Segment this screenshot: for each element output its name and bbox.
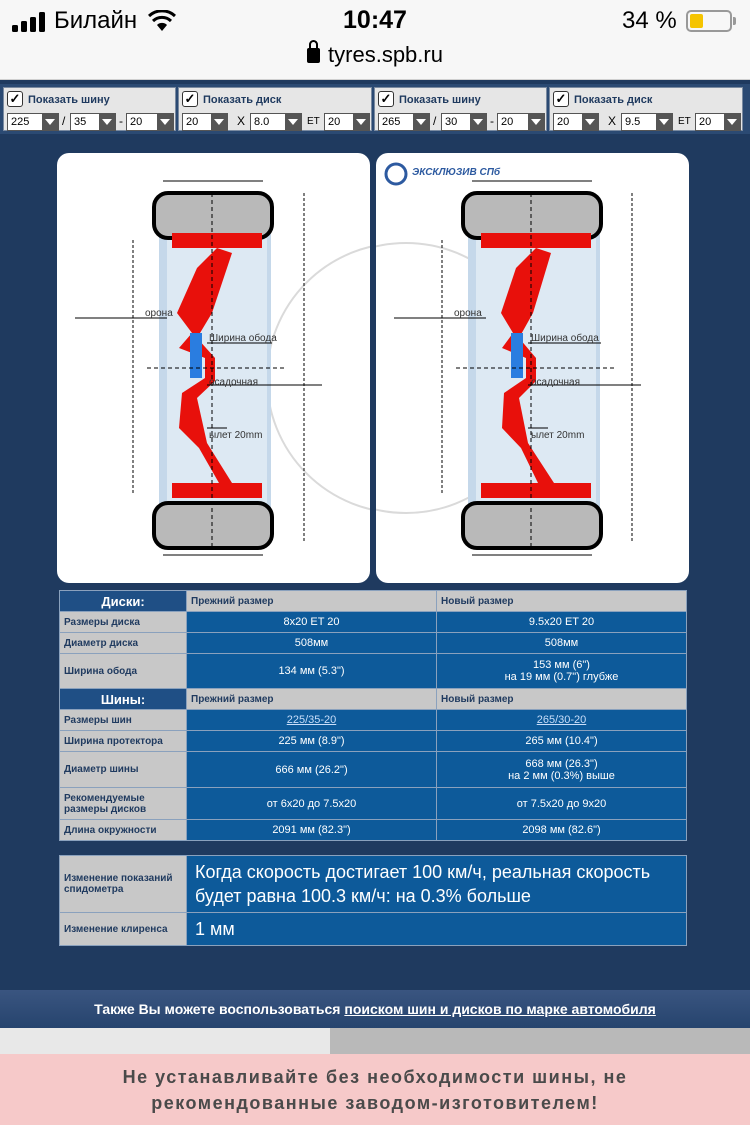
separator: X xyxy=(608,114,617,128)
right-disk-selector xyxy=(549,87,743,131)
row-label: Размеры диска xyxy=(60,612,187,633)
lock-icon xyxy=(307,48,320,63)
label-offset: ылет 20mm xyxy=(531,430,585,441)
clearance-value: 1 мм xyxy=(187,913,687,946)
speedo-label: Изменение показаний спидометра xyxy=(60,856,187,913)
address-bar[interactable] xyxy=(0,42,750,68)
right-show-tire-checkbox[interactable]: ✓ xyxy=(378,91,394,107)
wheel-diagram-old xyxy=(57,153,370,583)
disks-col-old: Прежний размер xyxy=(187,591,437,612)
right-tire-diameter-select[interactable]: 20 xyxy=(497,113,545,131)
table-row xyxy=(60,633,687,654)
disks-col-new: Новый размер xyxy=(437,591,687,612)
row-label: Рекомендуемые размеры дисков xyxy=(60,788,187,820)
car-search-link[interactable]: поиском шин и дисков по марке автомобиля xyxy=(344,1001,656,1017)
value-old: 8x20 ET 20 xyxy=(187,612,437,633)
row-label: Диаметр диска xyxy=(60,633,187,654)
separator: / xyxy=(433,114,437,128)
chevron-down-icon xyxy=(656,114,672,130)
label-offset: ылет 20mm xyxy=(209,430,263,441)
row-label: Размеры шин xyxy=(60,710,187,731)
value-new: от 7.5x20 до 9x20 xyxy=(437,788,687,820)
value-old: 225 мм (8.9") xyxy=(187,731,437,752)
tire-size-new-link[interactable]: 265/30-20 xyxy=(536,714,587,726)
footer-bar xyxy=(0,990,750,1028)
value-new: 9.5x20 ET 20 xyxy=(437,612,687,633)
label-seat: осадочная xyxy=(209,377,259,388)
url-text: tyres.spb.ru xyxy=(328,42,443,67)
value-old: от 6x20 до 7.5x20 xyxy=(187,788,437,820)
tire-size-old-link[interactable]: 225/35-20 xyxy=(286,714,337,726)
brand-name: ЭКСКЛЮЗИВ СПб xyxy=(412,167,501,178)
footer-text: Также Вы можете воспользоваться xyxy=(94,1001,345,1017)
label-rim-width: Ширина обода xyxy=(209,333,277,344)
brand-logo-icon xyxy=(386,164,406,184)
label-crown: орона xyxy=(454,308,482,319)
carrier-name: Билайн xyxy=(54,7,138,34)
table-row xyxy=(60,820,687,841)
chevron-down-icon xyxy=(157,114,173,130)
summary-table xyxy=(59,855,687,946)
wheel-cross-section xyxy=(57,153,370,583)
right-show-disk-label: Показать диск xyxy=(574,94,653,106)
left-disk-width-select[interactable]: 8.0 xyxy=(250,113,302,131)
right-disk-width-select[interactable]: 9.5 xyxy=(621,113,673,131)
value-old: 2091 мм (82.3") xyxy=(187,820,437,841)
chevron-down-icon xyxy=(470,114,486,130)
left-show-tire-label: Показать шину xyxy=(28,94,110,106)
tires-col-new: Новый размер xyxy=(437,689,687,710)
table-row xyxy=(60,710,687,731)
tires-col-old: Прежний размер xyxy=(187,689,437,710)
right-tire-width-select[interactable]: 265 xyxy=(378,113,430,131)
row-label: Ширина обода xyxy=(60,654,187,689)
left-show-tire-checkbox[interactable]: ✓ xyxy=(7,91,23,107)
left-tire-selector xyxy=(3,87,176,131)
value-new: 508мм xyxy=(437,633,687,654)
chevron-down-icon xyxy=(285,114,301,130)
separator: / xyxy=(62,114,66,128)
value-new: 265 мм (10.4") xyxy=(437,731,687,752)
chevron-down-icon xyxy=(724,114,740,130)
disks-section-title: Диски: xyxy=(60,591,187,612)
row-label: Длина окружности xyxy=(60,820,187,841)
left-show-disk-label: Показать диск xyxy=(203,94,282,106)
right-disk-et-select[interactable]: 20 xyxy=(695,113,741,131)
separator: - xyxy=(490,114,494,128)
clearance-label: Изменение клиренса xyxy=(60,913,187,946)
right-disk-diameter-select[interactable]: 20 xyxy=(553,113,599,131)
wheel-cross-section xyxy=(376,153,689,583)
et-label: ET xyxy=(678,116,691,127)
et-label: ET xyxy=(307,116,320,127)
left-show-disk-checkbox[interactable]: ✓ xyxy=(182,91,198,107)
value-new: 2098 мм (82.6") xyxy=(437,820,687,841)
value-new: 153 мм (6") на 19 мм (0.7") глубже xyxy=(437,654,687,689)
clock: 10:47 xyxy=(343,6,407,34)
wheel-diagram-new xyxy=(376,153,689,583)
chevron-down-icon xyxy=(353,114,369,130)
comparison-table xyxy=(59,590,687,841)
right-show-disk-checkbox[interactable]: ✓ xyxy=(553,91,569,107)
left-disk-diameter-select[interactable]: 20 xyxy=(182,113,228,131)
chevron-down-icon xyxy=(42,114,58,130)
page-strip xyxy=(0,1028,750,1056)
right-tire-profile-select[interactable]: 30 xyxy=(441,113,487,131)
row-label: Ширина протектора xyxy=(60,731,187,752)
value-old: 134 мм (5.3") xyxy=(187,654,437,689)
chevron-down-icon xyxy=(211,114,227,130)
label-seat: осадочная xyxy=(531,377,581,388)
label-rim-width: Ширина обода xyxy=(531,333,599,344)
left-disk-et-select[interactable]: 20 xyxy=(324,113,370,131)
row-label: Диаметр шины xyxy=(60,752,187,788)
left-tire-width-select[interactable]: 225 xyxy=(7,113,59,131)
label-crown: орона xyxy=(145,308,173,319)
table-row xyxy=(60,752,687,788)
chevron-down-icon xyxy=(528,114,544,130)
size-selector-toolbar xyxy=(0,84,750,134)
value-old: 666 мм (26.2") xyxy=(187,752,437,788)
table-row xyxy=(60,788,687,820)
right-tire-selector xyxy=(374,87,547,131)
battery-percent: 34 % xyxy=(622,7,677,34)
status-bar xyxy=(0,0,750,80)
left-tire-profile-select[interactable]: 35 xyxy=(70,113,116,131)
table-row xyxy=(60,731,687,752)
tires-section-title: Шины: xyxy=(60,689,187,710)
value-new: 668 мм (26.3") на 2 мм (0.3%) выше xyxy=(437,752,687,788)
value-old: 508мм xyxy=(187,633,437,654)
left-disk-selector xyxy=(178,87,372,131)
speedo-value: Когда скорость достигает 100 км/ч, реальная скорость будет равна 100.3 км/ч: на 0.3% больше xyxy=(187,856,687,913)
warning-banner xyxy=(0,1054,750,1125)
warning-line-2: рекомендованные заводом-изготовителем! xyxy=(151,1093,599,1113)
chevron-down-icon xyxy=(99,114,115,130)
table-row xyxy=(60,612,687,633)
table-row xyxy=(60,654,687,689)
left-tire-diameter-select[interactable]: 20 xyxy=(126,113,174,131)
warning-line-1: Не устанавливайте без необходимости шины, не xyxy=(122,1067,628,1087)
separator: - xyxy=(119,114,123,128)
chevron-down-icon xyxy=(582,114,598,130)
separator: X xyxy=(237,114,246,128)
right-show-tire-label: Показать шину xyxy=(399,94,481,106)
battery-icon xyxy=(686,10,732,32)
chevron-down-icon xyxy=(413,114,429,130)
